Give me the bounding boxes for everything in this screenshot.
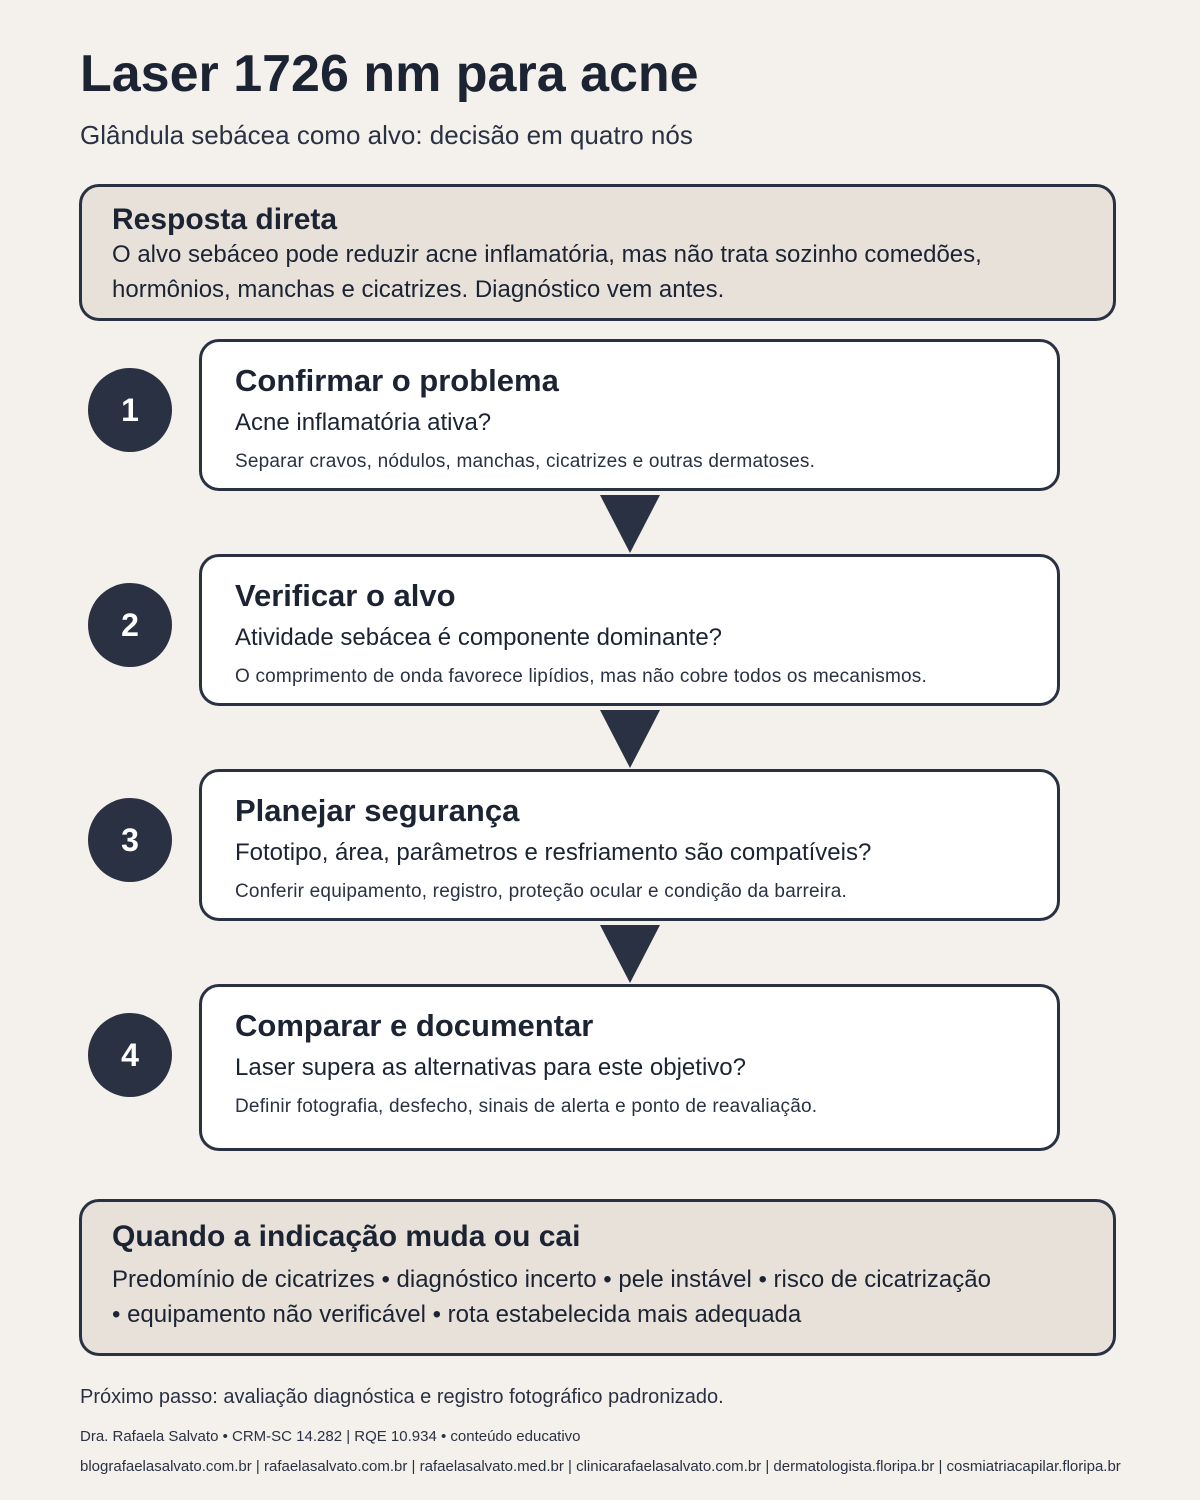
step-2-note: O comprimento de onda favorece lipídios, mas não cobre todos os mecanismos.: [235, 666, 927, 687]
step-2-number: 2: [88, 583, 172, 667]
step-3-number: 3: [88, 798, 172, 882]
indication-change-heading: Quando a indicação muda ou cai: [112, 1220, 581, 1253]
step-2-card: [199, 554, 1060, 706]
step-3-card: [199, 769, 1060, 921]
next-step-text: Próximo passo: avaliação diagnóstica e registro fotográfico padronizado.: [80, 1386, 724, 1408]
indication-change-text: Predomínio de cicatrizes • diagnóstico incerto • pele instável • risco de cicatrização • equipamento não verificável • rota estabelecida mais adequada: [112, 1266, 991, 1328]
step-3-title: Planejar segurança: [235, 793, 520, 828]
step-4-note: Definir fotografia, desfecho, sinais de alerta e ponto de reavaliação.: [235, 1096, 818, 1117]
step-3-note: Conferir equipamento, registro, proteção ocular e condição da barreira.: [235, 881, 847, 902]
step-1-number: 1: [88, 368, 172, 452]
step-3-question: Fototipo, área, parâmetros e resfriamento são compatíveis?: [235, 839, 872, 866]
step-4-number: 4: [88, 1013, 172, 1097]
arrow-down-icon: [598, 490, 662, 554]
direct-answer-heading: Resposta direta: [112, 203, 338, 236]
page-subtitle: Glândula sebácea como alvo: decisão em quatro nós: [80, 120, 693, 150]
step-1-question: Acne inflamatória ativa?: [235, 409, 492, 436]
step-4-card: [199, 984, 1060, 1151]
step-1-title: Confirmar o problema: [235, 363, 559, 398]
arrow-down-icon: [598, 920, 662, 984]
page-title: Laser 1726 nm para acne: [80, 45, 699, 103]
step-1-note: Separar cravos, nódulos, manchas, cicatrizes e outras dermatoses.: [235, 451, 816, 472]
direct-answer-text: O alvo sebáceo pode reduzir acne inflamatória, mas não trata sozinho comedões, hormônios, manchas e cicatrizes. Diagnóstico vem antes.: [112, 241, 982, 303]
direct-answer-box: [79, 184, 1116, 321]
arrow-down-icon: [598, 705, 662, 769]
step-4-title: Comparar e documentar: [235, 1008, 594, 1043]
website-links: blografaelasalvato.com.br | rafaelasalvato.com.br | rafaelasalvato.med.br | clinicarafaelasalvato.com.br | dermatologista.floripa.br | cosmiatriacapilar.floripa.br: [80, 1458, 1121, 1475]
author-credit: Dra. Rafaela Salvato • CRM-SC 14.282 | RQE 10.934 • conteúdo educativo: [80, 1428, 581, 1445]
indication-change-box: [79, 1199, 1116, 1356]
step-4-question: Laser supera as alternativas para este objetivo?: [235, 1054, 746, 1081]
step-2-title: Verificar o alvo: [235, 578, 456, 613]
step-2-question: Atividade sebácea é componente dominante?: [235, 624, 723, 651]
step-1-card: [199, 339, 1060, 491]
